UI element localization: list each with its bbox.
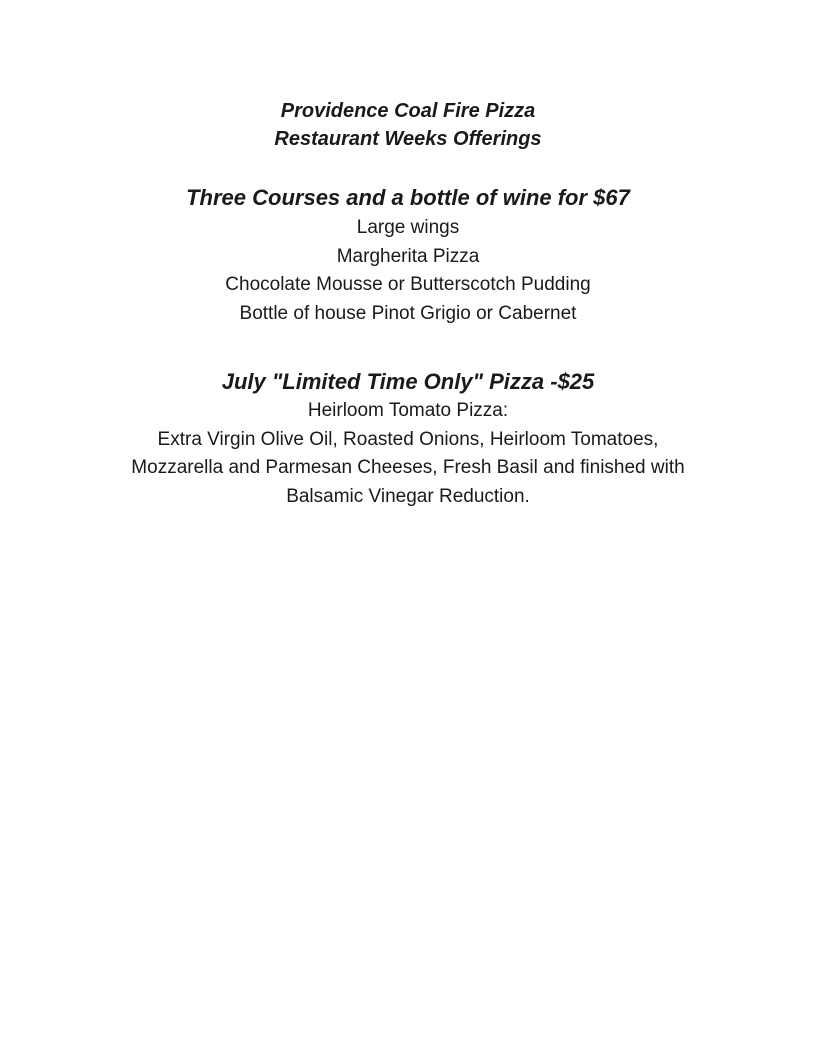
menu-line: Bottle of house Pinot Grigio or Cabernet xyxy=(239,302,577,324)
menu-line: Chocolate Mousse or Butterscotch Pudding xyxy=(225,274,591,295)
menu-line: Mozzarella and Parmesan Cheeses, Fresh Basil and finished with xyxy=(131,457,685,478)
menu-line: Margherita Pizza xyxy=(336,245,480,267)
restaurant-name: Providence Coal Fire Pizza xyxy=(280,100,536,122)
menu-line: Balsamic Vinegar Reduction. xyxy=(286,485,530,507)
menu-line: Large wings xyxy=(356,217,460,238)
three-course-items xyxy=(0,214,816,328)
offerings-subtitle: Restaurant Weeks Offerings xyxy=(274,128,542,150)
three-course-heading: Three Courses and a bottle of wine for $67 xyxy=(186,185,630,210)
limited-pizza-heading: July "Limited Time Only" Pizza -$25 xyxy=(221,369,595,394)
title-block xyxy=(0,97,816,153)
menu-line: Extra Virgin Olive Oil, Roasted Onions, Heirloom Tomatoes, xyxy=(157,428,659,450)
menu-line: Heirloom Tomato Pizza: xyxy=(307,400,509,421)
limited-pizza-description xyxy=(0,397,816,511)
